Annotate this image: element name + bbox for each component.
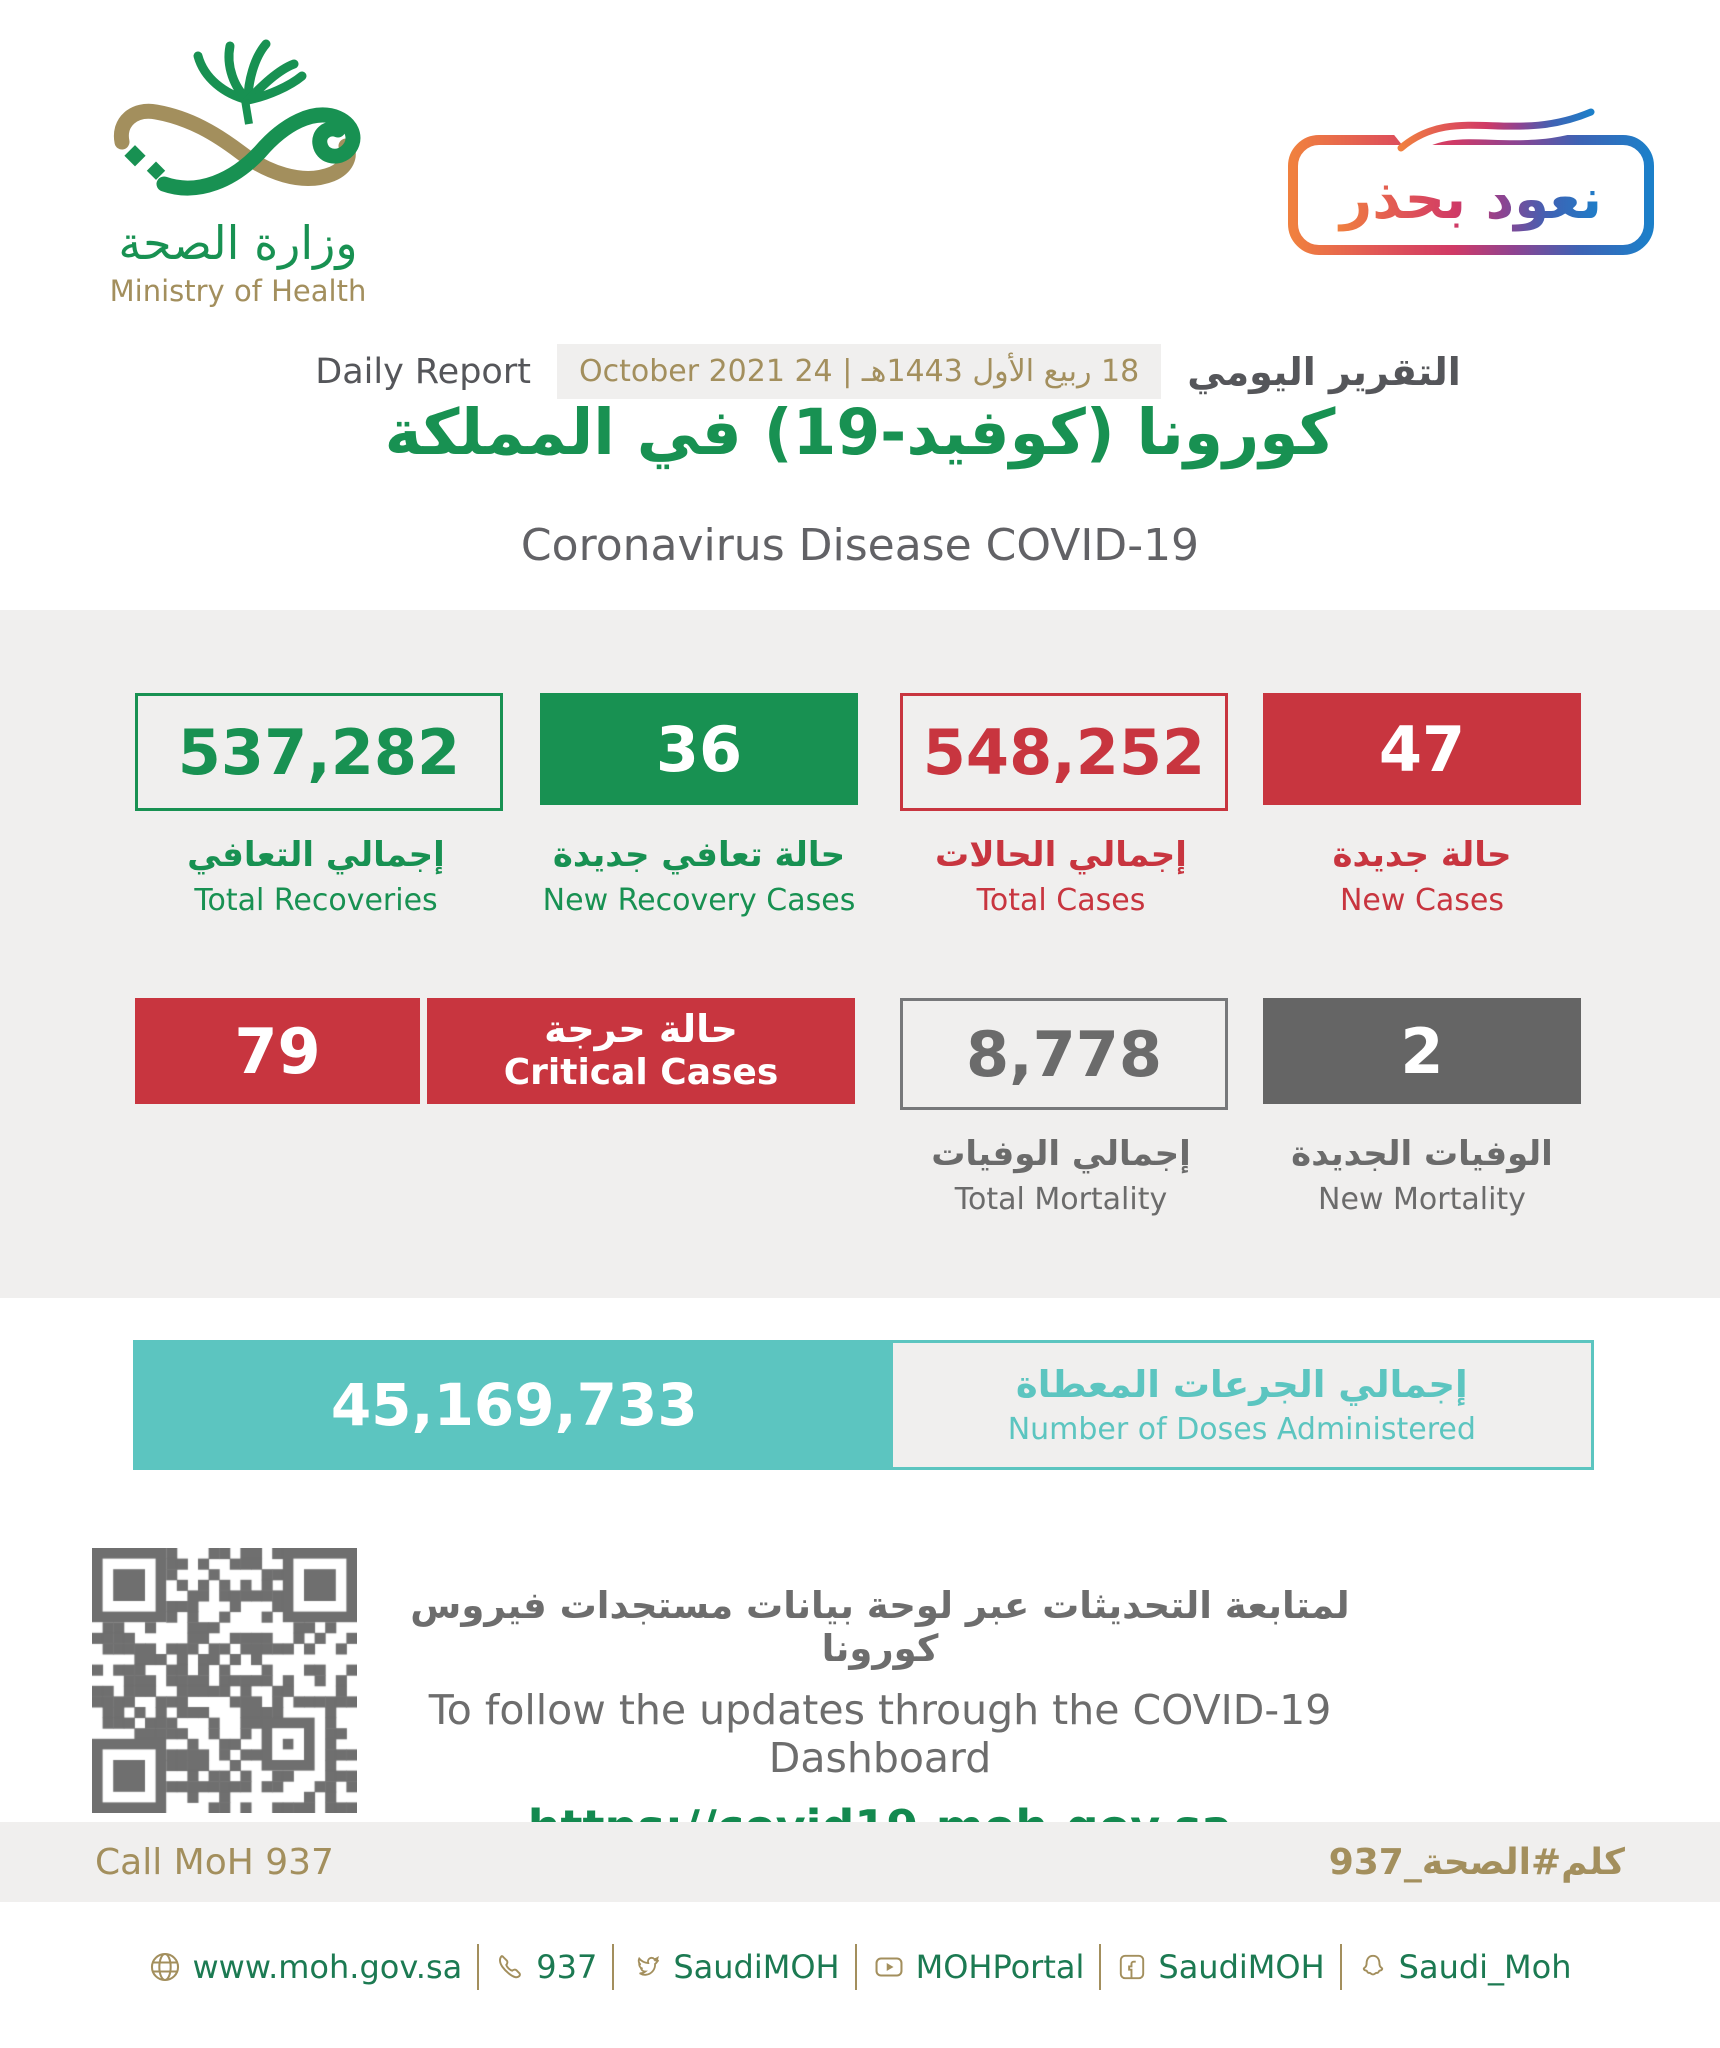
daily-report-english: Daily Report <box>315 351 531 392</box>
phone-icon <box>494 1951 526 1983</box>
qr-code <box>92 1548 357 1813</box>
new-mortality-value: 2 <box>1263 998 1581 1104</box>
total-mortality-label-en: Total Mortality <box>954 1182 1168 1217</box>
call-moh-hashtag-arabic: كلم#الصحة_937 <box>1328 1841 1625 1883</box>
total-recoveries-label-ar: إجمالي التعافي <box>187 835 445 875</box>
total-cases-label-en: Total Cases <box>976 883 1146 918</box>
moh-logo <box>88 36 388 308</box>
total-cases-value: 548,252 <box>900 693 1228 811</box>
snapchat-icon <box>1357 1951 1389 1983</box>
footer-links <box>0 1944 1720 1990</box>
footer-facebook[interactable] <box>1116 1948 1324 1986</box>
daily-report-arabic: التقرير اليومي <box>1187 349 1461 394</box>
total-mortality-value: 8,778 <box>900 998 1228 1110</box>
critical-cases-value: 79 <box>135 998 420 1104</box>
qr-code-wrap <box>92 1548 357 1817</box>
moh-logo-icon <box>88 36 388 216</box>
critical-cases-label-en: Critical Cases <box>503 1052 779 1094</box>
call-moh-english: Call MoH 937 <box>95 1841 334 1883</box>
doses-administered-bar <box>133 1340 1594 1470</box>
contact-strip <box>0 1822 1720 1902</box>
doses-value: 45,169,733 <box>136 1343 893 1467</box>
new-recovery-cases-label-en: New Recovery Cases <box>542 883 856 918</box>
page-title-english: Coronavirus Disease COVID-19 <box>520 520 1200 571</box>
return-with-caution-badge <box>1283 96 1661 261</box>
footer-separator <box>612 1944 614 1990</box>
new-cases-value: 47 <box>1263 693 1581 805</box>
new-cases-label-en: New Cases <box>1339 883 1505 918</box>
footer-website-label: www.moh.gov.sa <box>192 1948 463 1986</box>
badge-text: نعود بحذر <box>1340 167 1602 232</box>
new-recovery-cases-value: 36 <box>540 693 858 805</box>
footer-separator <box>1099 1944 1101 1990</box>
footer-facebook-label: SaudiMOH <box>1158 1948 1325 1986</box>
page-title-arabic: كورونا (كوفيد-19) في المملكة <box>384 396 1336 469</box>
report-date: 18 ربيع الأول 1443هـ | 24 October 2021 <box>557 344 1161 399</box>
footer-phone[interactable] <box>494 1948 597 1986</box>
globe-icon <box>148 1950 182 1984</box>
critical-cases-label-box <box>427 998 855 1104</box>
footer-separator <box>1340 1944 1342 1990</box>
logo-name-english: Ministry of Health <box>109 274 367 308</box>
facebook-icon <box>1116 1951 1148 1983</box>
youtube-icon <box>872 1950 906 1984</box>
total-recoveries-label-en: Total Recoveries <box>194 883 438 918</box>
report-header-line <box>28 344 1720 399</box>
footer-website[interactable] <box>148 1948 462 1986</box>
footer-snapchat[interactable] <box>1357 1948 1572 1986</box>
footer-youtube[interactable] <box>872 1948 1085 1986</box>
footer-phone-label: 937 <box>536 1948 598 1986</box>
new-cases-label-ar: حالة جديدة <box>1332 835 1512 875</box>
new-mortality-label-ar: الوفيات الجديدة <box>1291 1134 1553 1174</box>
doses-label-en: Number of Doses Administered <box>1007 1412 1476 1447</box>
footer-twitter[interactable] <box>629 1948 839 1986</box>
stats-section <box>0 610 1720 1298</box>
footer-snapchat-label: Saudi_Moh <box>1398 1948 1572 1986</box>
twitter-icon <box>629 1950 663 1984</box>
footer-separator <box>855 1944 857 1990</box>
dashboard-line-en: To follow the updates through the COVID-19 Dashboard <box>428 1686 1332 1782</box>
total-mortality-label-ar: إجمالي الوفيات <box>931 1134 1191 1174</box>
logo-name-arabic: وزارة الصحة <box>118 216 358 270</box>
doses-label-ar: إجمالي الجرعات المعطاة <box>1015 1363 1468 1406</box>
footer-twitter-label: SaudiMOH <box>673 1948 840 1986</box>
total-recoveries-value: 537,282 <box>135 693 503 811</box>
critical-cases-label-ar: حالة حرجة <box>544 1007 738 1052</box>
dashboard-info <box>380 1584 1380 1854</box>
footer-youtube-label: MOHPortal <box>915 1948 1085 1986</box>
doses-labels <box>893 1343 1591 1467</box>
footer-separator <box>477 1944 479 1990</box>
new-mortality-label-en: New Mortality <box>1318 1182 1526 1217</box>
total-cases-label-ar: إجمالي الحالات <box>935 835 1187 875</box>
new-recovery-cases-label-ar: حالة تعافي جديدة <box>552 835 846 875</box>
dashboard-line-ar: لمتابعة التحديثات عبر لوحة بيانات مستجدات فيروس كورونا <box>410 1584 1350 1670</box>
